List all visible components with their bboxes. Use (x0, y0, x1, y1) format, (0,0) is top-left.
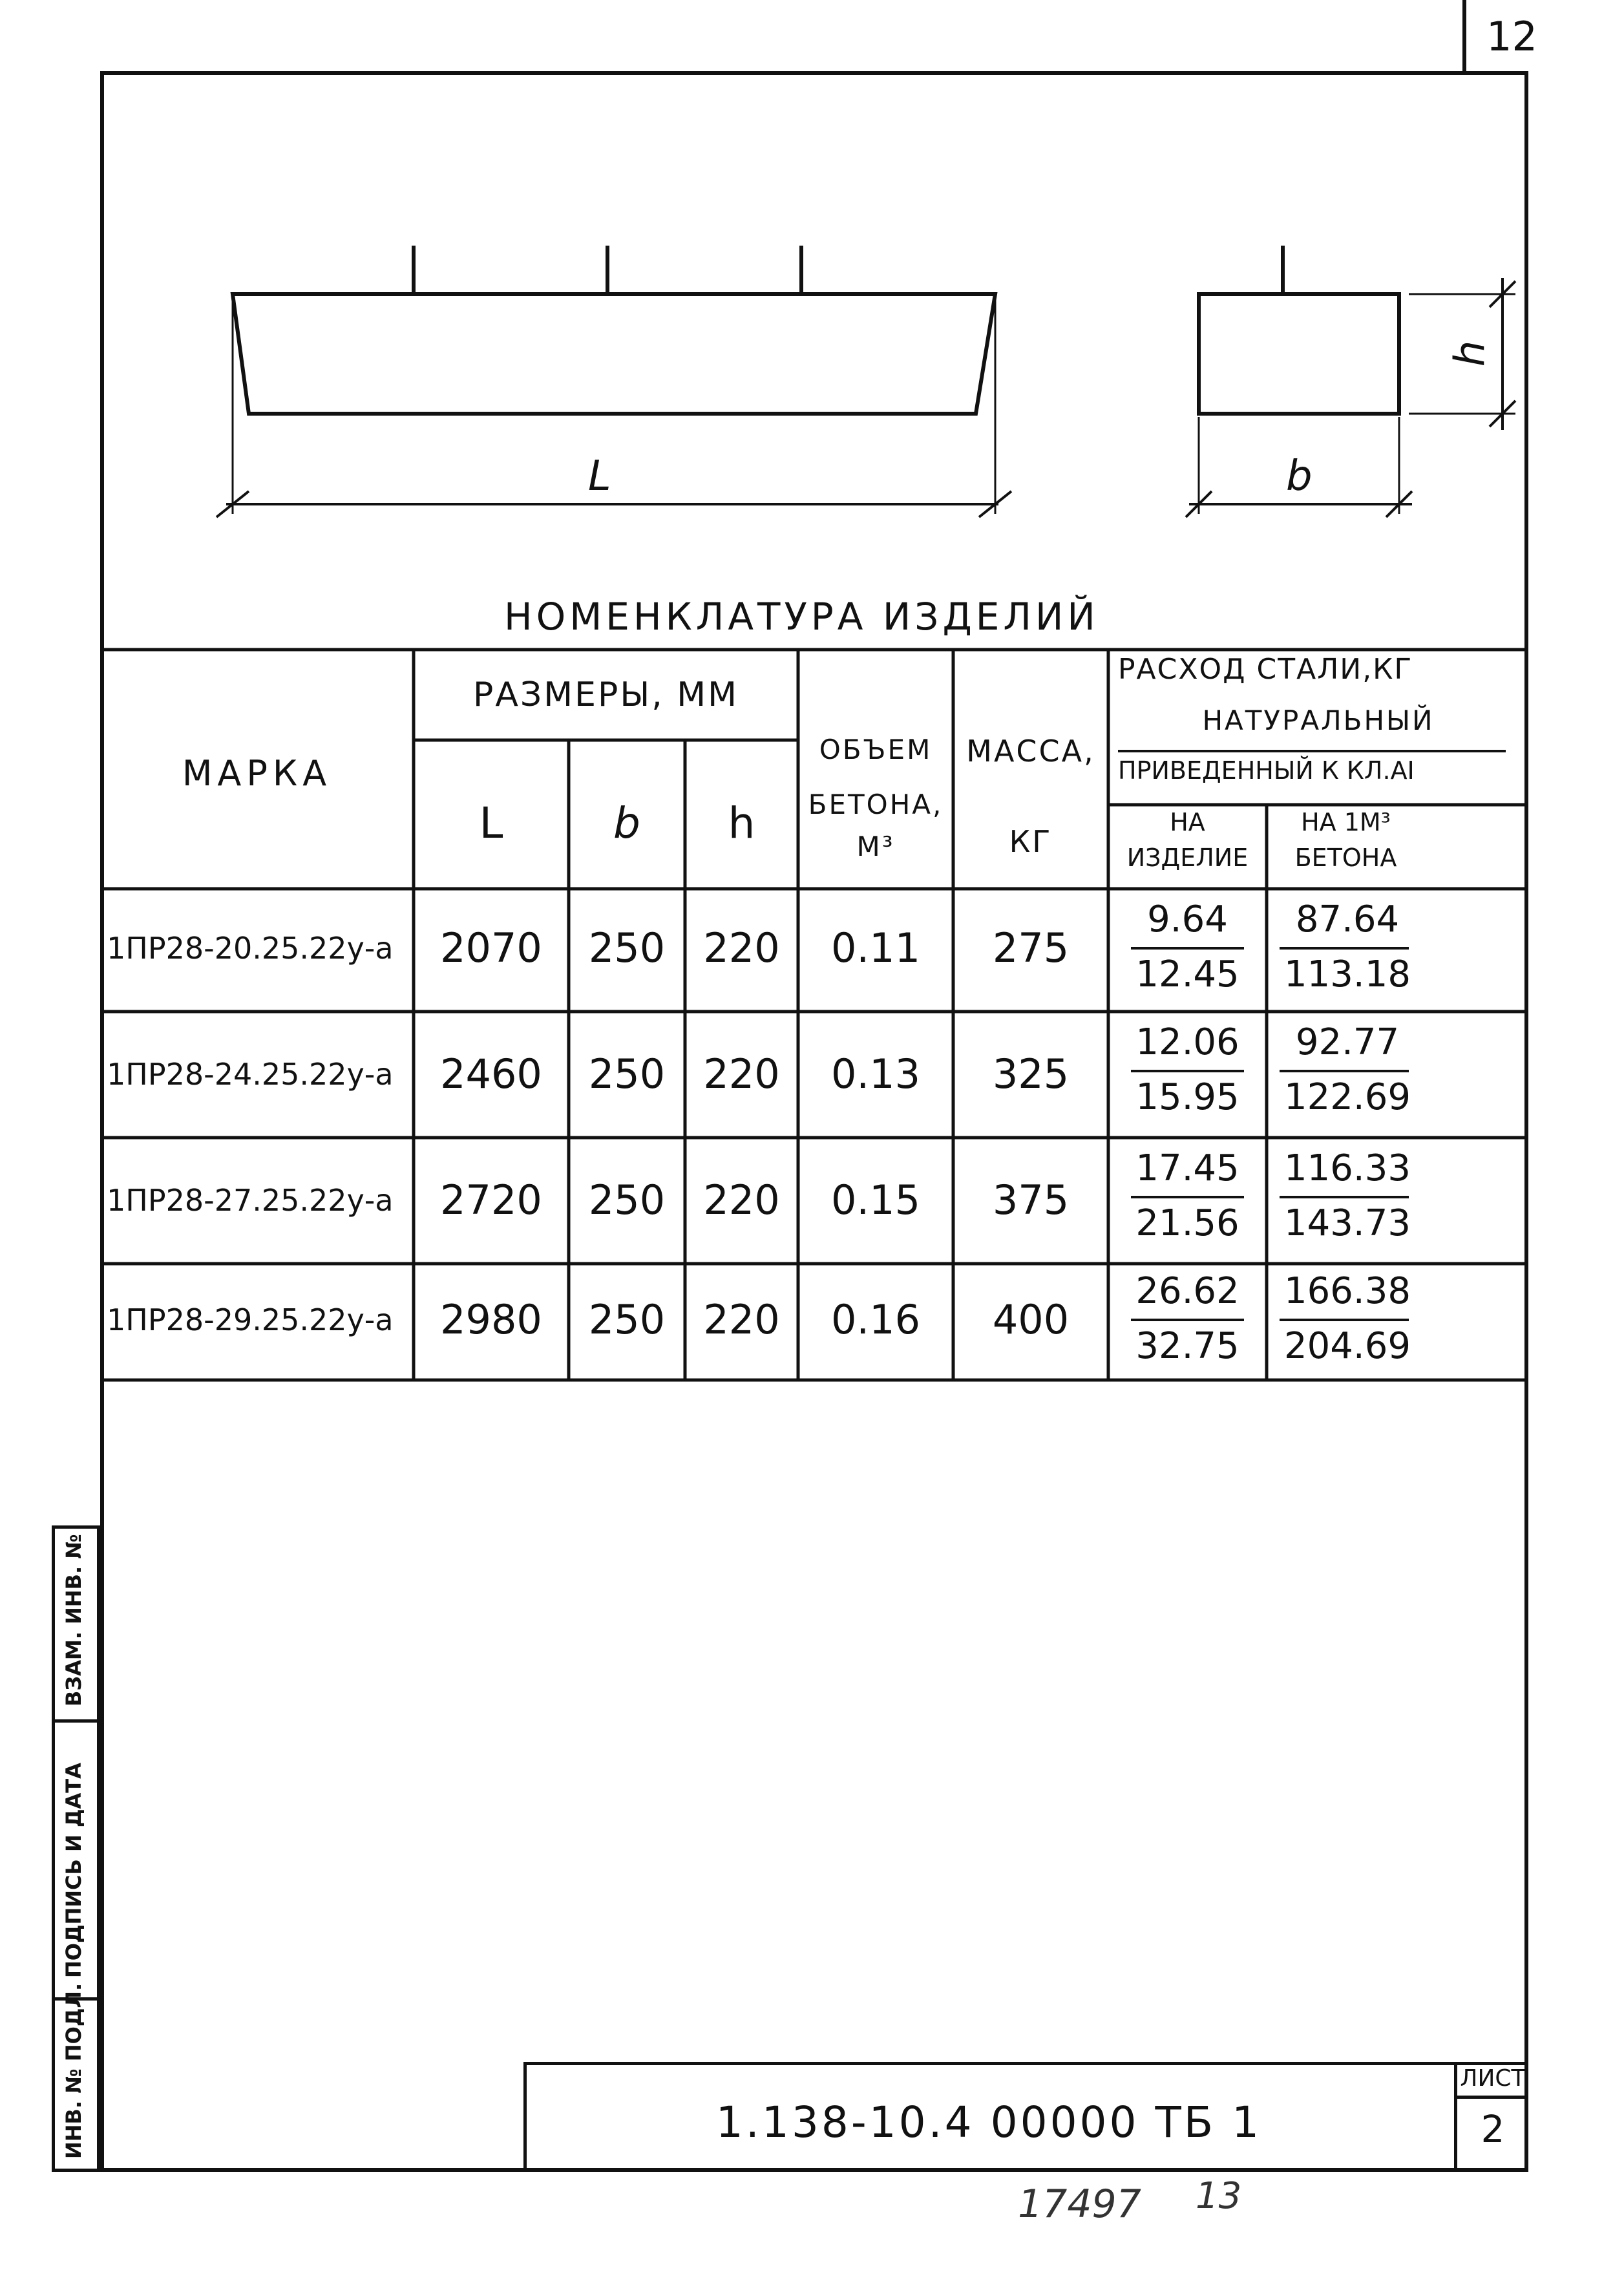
row-b: 250 (588, 1296, 666, 1343)
row-m3-fraction-line (1280, 1070, 1409, 1072)
header-per-m3-1: НА 1М³ (1301, 808, 1391, 836)
row-volume: 0.15 (830, 1176, 921, 1224)
row-marka: 1ПР28-20.25.22у-а (107, 931, 394, 966)
row-item-reduced: 12.45 (1135, 953, 1239, 995)
header-per-item-1: НА (1170, 808, 1205, 836)
row-h: 220 (703, 924, 780, 972)
row-m3-fraction-line (1280, 947, 1409, 950)
row-b: 250 (588, 924, 666, 972)
row-m3-natural: 87.64 (1295, 898, 1400, 940)
row-m3-natural: 92.77 (1295, 1021, 1400, 1063)
table-title: НОМЕНКЛАТУРА ИЗДЕЛИЙ (504, 595, 1099, 639)
dimension-label-L: L (588, 452, 611, 500)
header-L: L (479, 798, 503, 848)
page-number: 12 (1486, 13, 1537, 60)
row-L: 2460 (440, 1050, 542, 1098)
row-b: 250 (588, 1050, 666, 1098)
row-m3-natural: 116.33 (1284, 1147, 1411, 1189)
row-mass: 400 (992, 1296, 1070, 1343)
row-item-fraction-line (1131, 1319, 1244, 1321)
footer-number: 17497 (1018, 2182, 1141, 2227)
row-L: 2980 (440, 1296, 542, 1343)
row-item-reduced: 21.56 (1135, 1202, 1239, 1244)
header-per-item-2: ИЗДЕЛИЕ (1126, 844, 1249, 872)
header-b: b (613, 798, 640, 848)
header-h: h (728, 798, 755, 848)
dimension-label-h: h (1446, 340, 1495, 367)
side-stamp-vzam-inv: ВЗАМ. ИНВ. № (61, 1534, 86, 1706)
row-item-fraction-line (1131, 947, 1244, 950)
row-m3-reduced: 113.18 (1284, 953, 1411, 995)
header-mass-2: КГ (1009, 824, 1053, 859)
row-volume: 0.11 (830, 924, 921, 972)
row-m3-fraction-line (1280, 1196, 1409, 1198)
dimension-label-b: b (1286, 452, 1313, 500)
row-marka: 1ПР28-24.25.22у-а (107, 1057, 394, 1092)
header-per-m3-2: БЕТОНА (1294, 844, 1397, 872)
header-steel: РАСХОД СТАЛИ,КГ (1118, 653, 1413, 686)
row-b: 250 (588, 1176, 666, 1224)
header-volume-2: БЕТОНА, (808, 789, 944, 820)
row-item-natural: 17.45 (1135, 1147, 1239, 1189)
header-steel-natural: НАТУРАЛЬНЫЙ (1202, 705, 1435, 736)
header-volume-1: ОБЪЕМ (819, 734, 933, 765)
header-volume-3: М³ (856, 831, 895, 862)
row-volume: 0.13 (830, 1050, 921, 1098)
sheet-label: ЛИСТ (1460, 2065, 1526, 2092)
header-marka: МАРКА (182, 753, 332, 794)
footer-number-2: 13 (1196, 2175, 1242, 2217)
sheet-number: 2 (1481, 2107, 1505, 2151)
row-m3-reduced: 204.69 (1284, 1325, 1411, 1367)
row-h: 220 (703, 1176, 780, 1224)
row-item-reduced: 32.75 (1135, 1325, 1239, 1367)
row-m3-natural: 166.38 (1284, 1270, 1411, 1312)
header-mass-1: МАССА, (966, 734, 1095, 769)
row-marka: 1ПР28-27.25.22у-а (107, 1183, 394, 1218)
title-block-divider (1454, 2096, 1528, 2099)
row-item-fraction-line (1131, 1196, 1244, 1198)
row-mass: 325 (992, 1050, 1070, 1098)
row-volume: 0.16 (830, 1296, 921, 1343)
row-mass: 375 (992, 1176, 1070, 1224)
row-m3-reduced: 143.73 (1284, 1202, 1411, 1244)
side-stamp-inv-podl: ИНВ. № ПОДЛ. (61, 1982, 86, 2159)
row-m3-fraction-line (1280, 1319, 1409, 1321)
row-L: 2720 (440, 1176, 542, 1224)
row-mass: 275 (992, 924, 1070, 972)
header-steel-fraction-line (1118, 750, 1506, 752)
header-sizes: РАЗМЕРЫ, ММ (472, 675, 739, 714)
row-marka: 1ПР28-29.25.22у-а (107, 1302, 394, 1337)
row-L: 2070 (440, 924, 542, 972)
side-stamp-sign-date: ПОДПИСЬ И ДАТА (61, 1763, 86, 1978)
header-steel-reduced: ПРИВЕДЕННЫЙ К КЛ.АI (1118, 756, 1415, 785)
row-item-fraction-line (1131, 1070, 1244, 1072)
document-code: 1.138-10.4 00000 ТБ 1 (715, 2097, 1262, 2147)
row-m3-reduced: 122.69 (1284, 1076, 1411, 1118)
row-item-natural: 26.62 (1135, 1270, 1239, 1312)
row-h: 220 (703, 1050, 780, 1098)
row-item-reduced: 15.95 (1135, 1076, 1239, 1118)
row-h: 220 (703, 1296, 780, 1343)
row-item-natural: 12.06 (1135, 1021, 1239, 1063)
side-stamp-divider (52, 1719, 100, 1723)
row-item-natural: 9.64 (1147, 898, 1228, 940)
